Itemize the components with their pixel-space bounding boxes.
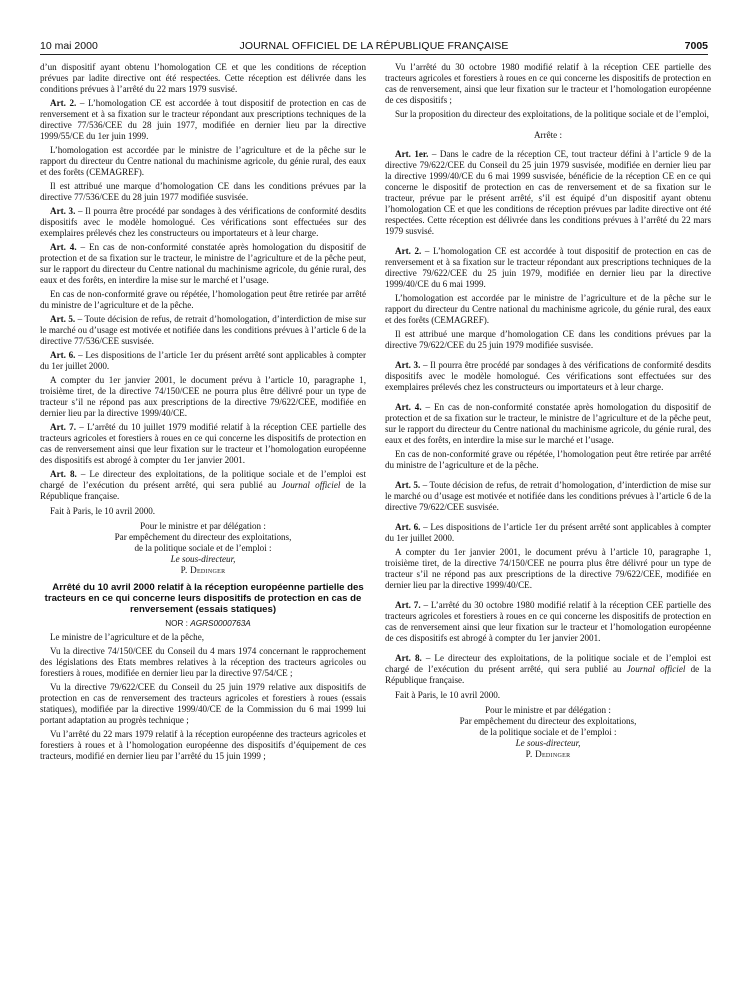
article-text: – Les dispositions de l’article 1er du présent arrêté sont applicables à compter du 1er juillet 2000. <box>385 522 711 543</box>
article-text: – Dans le cadre de la réception CE, tout tracteur défini à l’article 9 de la directive 79/622/CEE du Conseil du 25 juin 1979 susvisée, modifiée en dernier lieu par la directive 1999/40/CE du 6 mai 1999 susvisée, bénéficie de la réception CE en ce qui concerne le dispositif de protection en cas de renversement et de sa fixation sur le tracteur, prévue par le présent arrêté, s’il est équipé d’un dispositif ayant obtenu l’homologation CE et que les conditions de réception prévues par ladite directive ont été respectées. Cette réception est délivrée dans les conditions prévues à l’arrêté du 22 mars 1979 susvisé. <box>385 149 711 236</box>
article-label: Art. 6. <box>50 350 76 360</box>
article-text: – L’homologation CE est accordée à tout dispositif de protection en cas de renversement et à sa fixation sur le tracteur répondant aux prescriptions techniques de la directive 79/622/CEE du 25 juin 1979, modifiée en dernier lieu par la directive 1999/40/CE du 6 mai 1999. <box>385 246 711 289</box>
signature-line: Pour le ministre et par délégation : <box>485 705 611 715</box>
visa: Vu la directive 79/622/CEE du Conseil du 25 juin 1979 relative aux dispositifs de protection en cas de renversement des tracteurs agricoles et forestiers à roues (essais statiques), modifiée par la directive 1999/40/CE de la Commission du 6 mai 1999 lui portant adaptation au progrès technique ; <box>40 682 366 725</box>
signature-line: Par empêchement du directeur des exploitations, <box>114 532 292 542</box>
article-2 <box>385 246 711 290</box>
paragraph: A compter du 1er janvier 2001, le document prévu à l’article 10, paragraphe 1, troisième tiret, de la directive 74/150/CEE ne pourra plus être délivré pour un type de tracteur s’il ne répond pas aux prescriptions de la directive 79/622/CEE, modifiée en dernier lieu par la directive 1999/40/CE. <box>40 375 366 418</box>
signature-line: Pour le ministre et par délégation : <box>140 521 266 531</box>
signature-block <box>385 705 711 760</box>
article-label: Art. 4. <box>395 402 422 412</box>
article-label: Art. 2. <box>395 246 422 256</box>
signature-line: de la politique sociale et de l’emploi : <box>479 727 617 737</box>
journal-officiel-ref: Journal officiel <box>626 664 686 674</box>
signatory-title: Le sous-directeur, <box>170 554 236 564</box>
page-header <box>40 38 708 55</box>
article-7 <box>40 422 366 466</box>
article-label: Art. 5. <box>395 480 421 490</box>
page-number: 7005 <box>684 40 708 52</box>
paragraph: Il est attribué une marque d’homologation CE dans les conditions prévues par la directive 79/622/CEE du 25 juin 1979 modifiée susvisée. <box>385 329 711 350</box>
article-label: Art. 8. <box>50 469 77 479</box>
issue-date: 10 mai 2000 <box>40 40 98 52</box>
signatory-title: Le sous-directeur, <box>515 738 581 748</box>
article-8 <box>385 653 711 686</box>
signature-line: de la politique sociale et de l’emploi : <box>134 543 272 553</box>
article-label: Art. 7. <box>395 600 421 610</box>
article-3 <box>385 360 711 393</box>
place-date: Fait à Paris, le 10 avril 2000. <box>50 506 156 516</box>
visa: Vu l’arrêté du 22 mars 1979 relatif à la réception européenne des tracteurs agricoles et forestiers à roues et à l’homologation européenne des dispositifs d’équipement de ces tracteurs, modifié en dernier lieu par l’arrêté du 15 juin 1999 ; <box>40 729 366 761</box>
visa: Vu la directive 74/150/CEE du Conseil du 4 mars 1974 concernant le rapprochement des législations des Etats membres relatives à la réception des tracteurs agricoles ou forestiers à roues, modifiée en dernier lieu par la directive 97/54/CE ; <box>40 646 366 678</box>
signatory-name: P. Dedinger <box>180 565 226 575</box>
article-label: Art. 3. <box>395 360 421 370</box>
paragraph: A compter du 1er janvier 2001, le document prévu à l’article 10, paragraphe 1, troisième tiret, de la directive 74/150/CEE ne pourra plus être délivré pour un type de tracteur s’il ne répond pas aux prescriptions de la directive 79/622/CEE, modifiée en dernier lieu par la directive 1999/40/CE. <box>385 547 711 590</box>
article-6 <box>385 522 711 544</box>
article-text: – L’arrêté du 10 juillet 1979 modifié relatif à la réception CEE partielle des tracteurs agricoles et forestiers à roues en ce qui concerne les dispositifs de protection en cas de renversement ainsi que leur fixation sur le tracteur et l’homologation européenne des dispositifs est abrogé à compter du 1er janvier 2001. <box>40 422 367 465</box>
article-5 <box>40 314 366 347</box>
article-text: – Toute décision de refus, de retrait d’homologation, d’interdiction de mise sur le marché ou d’usage est motivée et notifiée dans les conditions prévues à l’article 6 de la directive 77/536/CEE susvisée. <box>40 314 367 346</box>
article-text: – Il pourra être procédé par sondages à des vérifications de conformité desdits dispositifs avec le modèle homologué. Ces vérifications sont effectuées sur des exemplaires prélevés chez les constructeurs ou importateurs et à leur charge. <box>385 360 712 392</box>
paragraph: d’un dispositif ayant obtenu l’homologation CE et que les conditions de réception prévues par ladite directive ont été respectées. Cette réception est délivrée dans les conditions prévues à l’arrêté du 22 mars 1979 susvisé. <box>40 62 366 94</box>
article-text: – Le directeur des exploitations, de la politique sociale et de l’emploi est chargé de l’exécution du présent arrêté, qui sera publié au <box>385 653 711 674</box>
article-text: – En cas de non-conformité constatée après homologation du dispositif de protection et de sa fixation sur le tracteur, le ministre de l’agriculture et de la pêche peut, sur le rapport du directeur du Centre national du machinisme agricole, du génie rural, des eaux et des forêts, en interdire la mise sur le marché et l’usage. <box>385 402 712 445</box>
nor-code: AGRS0000763A <box>190 619 251 628</box>
article-4 <box>385 402 711 446</box>
article-text: – Les dispositions de l’article 1er du présent arrêté sont applicables à compter du 1er juillet 2000. <box>40 350 366 371</box>
article-text: – L’arrêté du 30 octobre 1980 modifié relatif à la réception CEE partielle des tracteurs agricoles et forestiers à roues en ce qui concerne les dispositifs de protection en cas de renversement ainsi que leur fixation sur le tracteur et l’homologation européenne de ces dispositifs est abrogé à compter du 1er janvier 2001. <box>385 600 712 643</box>
signatory-name: P. Dedinger <box>525 749 571 759</box>
paragraph: Le ministre de l’agriculture et de la pêche, <box>50 632 205 642</box>
article-label: Art. 7. <box>50 422 77 432</box>
article-label: Art. 6. <box>395 522 421 532</box>
paragraph: En cas de non-conformité grave ou répétée, l’homologation peut être retirée par arrêté du ministre de l’agriculture et de la pêche. <box>385 449 711 470</box>
article-8 <box>40 469 366 502</box>
journal-title: JOURNAL OFFICIEL DE LA RÉPUBLIQUE FRANÇAISE <box>239 40 509 52</box>
article-text: – Le directeur des exploitations, de la politique sociale et de l’emploi est chargé de l’exécution du présent arrêté, qui sera publié au <box>40 469 366 490</box>
article-text: – Toute décision de refus, de retrait d’homologation, d’interdiction de mise sur le marché ou d’usage est motivée et notifiée dans les conditions prévues à l’article 6 de la directive 79/622/CEE susvisée. <box>385 480 712 512</box>
decree-title: Arrêté du 10 avril 2000 relatif à la réception européenne partielle des tracteurs en ce qui concerne leurs dispositifs de protection en cas de renversement (essais statiques) <box>44 582 364 615</box>
article-4 <box>40 242 366 286</box>
nor-label: NOR : <box>165 619 191 628</box>
paragraph: Sur la proposition du directeur des exploitations, de la politique sociale et de l’emploi, <box>395 109 709 119</box>
article-text: de la République française. <box>385 664 711 685</box>
article-7 <box>385 600 711 644</box>
paragraph: L’homologation est accordée par le ministre de l’agriculture et de la pêche sur le rapport du directeur du Centre national du machinisme agricole, du génie rural, des eaux et des forêts (CEMAGREF). <box>40 145 366 177</box>
article-text: – En cas de non-conformité constatée après homologation du dispositif de protection et de sa fixation sur le tracteur, le ministre de l’agriculture et de la pêche peut, sur le rapport du directeur du Centre national du machinisme agricole, du génie rural, des eaux et des forêts, en interdire la mise sur le marché et l’usage. <box>40 242 367 285</box>
article-label: Art. 5. <box>50 314 76 324</box>
signature-line: Par empêchement du directeur des exploitations, <box>459 716 637 726</box>
article-text: de la République française. <box>40 480 366 501</box>
article-text: – L’homologation CE est accordée à tout dispositif de protection en cas de renversement et à sa fixation sur le tracteur répondant aux prescriptions techniques de la directive 77/536/CEE du 28 juin 1977, modifiée en dernier lieu par la directive 1999/55/CE du 1er juin 1999. <box>40 98 366 141</box>
place-date: Fait à Paris, le 10 avril 2000. <box>395 690 501 700</box>
paragraph: Il est attribué une marque d’homologation CE dans les conditions prévues par la directive 77/536/CEE du 28 juin 1977 modifiée susvisée. <box>40 181 366 202</box>
paragraph: En cas de non-conformité grave ou répétée, l’homologation peut être retirée par arrêté du ministre de l’agriculture et de la pêche. <box>40 289 366 310</box>
article-2 <box>40 98 366 142</box>
paragraph: L’homologation est accordée par le ministre de l’agriculture et de la pêche sur le rapport du directeur du Centre national du machinisme agricole, du génie rural, des eaux et des forêts (CEMAGREF). <box>385 293 711 325</box>
article-1 <box>385 149 711 237</box>
right-column <box>385 62 711 766</box>
article-label: Art. 1er. <box>395 149 429 159</box>
journal-officiel-ref: Journal officiel <box>281 480 341 490</box>
article-6 <box>40 350 366 372</box>
article-label: Art. 2. <box>50 98 77 108</box>
article-3 <box>40 206 366 239</box>
signature-block <box>40 521 366 576</box>
article-label: Art. 3. <box>50 206 76 216</box>
left-column <box>40 62 366 765</box>
visa: Vu l’arrêté du 30 octobre 1980 modifié relatif à la réception CEE partielle des tracteurs agricoles et forestiers à roues en ce qui concerne les dispositifs de protection en cas de renversement, ainsi que leur fixation sur le tracteur et l’homologation européenne de ces dispositifs ; <box>385 62 711 105</box>
article-label: Art. 4. <box>50 242 77 252</box>
article-text: – Il pourra être procédé par sondages à des vérifications de conformité desdits dispositifs avec le modèle homologué. Ces vérifications sont effectuées sur des exemplaires prélevés chez les constructeurs ou importateurs et à leur charge. <box>40 206 367 238</box>
article-5 <box>385 480 711 513</box>
nor-reference <box>40 618 366 629</box>
arrete-heading: Arrête : <box>533 130 563 140</box>
article-label: Art. 8. <box>395 653 422 663</box>
